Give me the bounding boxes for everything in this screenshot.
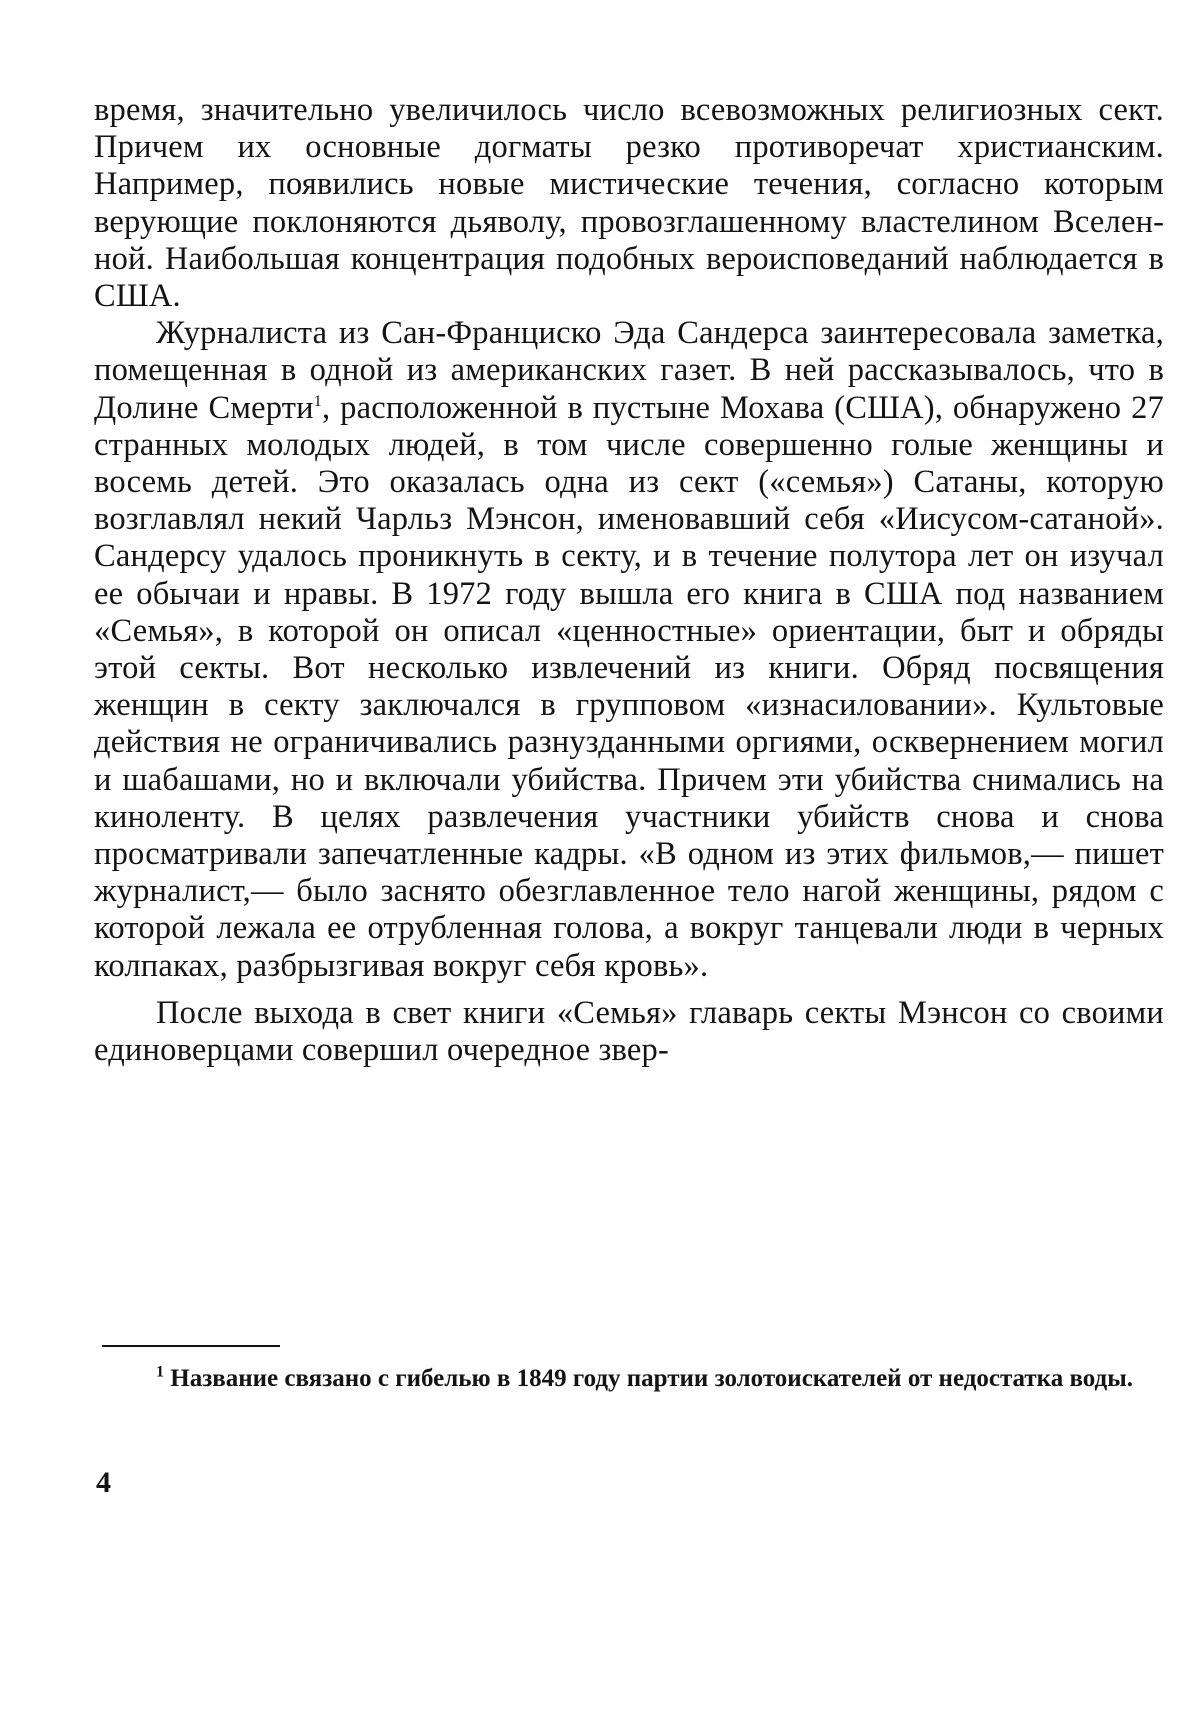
paragraph-2-text-after-note: , расположенной в пустыне Мохава (США), обнаружено 27 странных молодых людей, в том числе совершенно голые женщины и восемь детей. Это оказалась одна из сект («семья») Сатаны, которую возглавлял некий Чарльз Мэнсон, именовавший себя «Иисусом-сатаной». Сандерсу удалось проникнуть в секту, и в течение полутора лет он изучал ее обычаи и нравы. В 1972 году вышла его книга в США под названием «Семья», в которой он описал «ценностные» ориентации, быт и обряды этой секты. Вот несколько извлечений из книги. Обряд посвящения женщин в секту заключался в групповом «изнасиловании». Культовые действия не ограничивались разнузданными оргиями, осквернeнием могил и шабашами, но и включали убийства. Причем эти убийства снимались на киноленту. В целях развлечения участники убийств снова и снова просматривали запечатленные кадры. «В одном из этих фильмов,— пишет журналист,— было заснято обезглавленное тело нагой женщины, рядом с которой лежала ее отрубленная голова, а вокруг танцевали люди в черных колпаках, разбрызгивая вокруг себя кровь». bbox=[94, 389, 1165, 984]
page-body bbox=[94, 92, 1164, 1069]
footnote bbox=[94, 1362, 1164, 1395]
page-number: 4 bbox=[96, 1466, 111, 1499]
paragraph-2-text-before-note: Журналиста из Сан-Франциско Эда Сандерса заинтересовала заметка, помещенная в одной из американских газет. В ней рассказывалось, что в Долине Смерти bbox=[94, 315, 1164, 426]
footnote-marker: 1 bbox=[156, 1363, 164, 1381]
paragraph-1: время, значительно увеличилось число всевозможных религиозных сект. Причем их основные догматы резко противоречат христианским. Например, появились новые мистические течения, согласно которым верующие поклоняются дьяволу, провозглашенному властелином Вселенной. Наибольшая концентрация подобных вероисповеданий наблюдается в США. bbox=[94, 92, 1164, 315]
paragraph-3: После выхода в свет книги «Семья» главарь секты Мэнсон со своими единоверцами совершил очередное звер- bbox=[94, 994, 1164, 1069]
paragraph-2 bbox=[94, 315, 1164, 985]
footnote-divider bbox=[102, 1345, 280, 1347]
footnote-text: Название связано с гибелью в 1849 году партии золотоискателей от недостатка воды. bbox=[170, 1365, 1133, 1392]
footnote-reference-marker[interactable]: 1 bbox=[313, 392, 322, 410]
